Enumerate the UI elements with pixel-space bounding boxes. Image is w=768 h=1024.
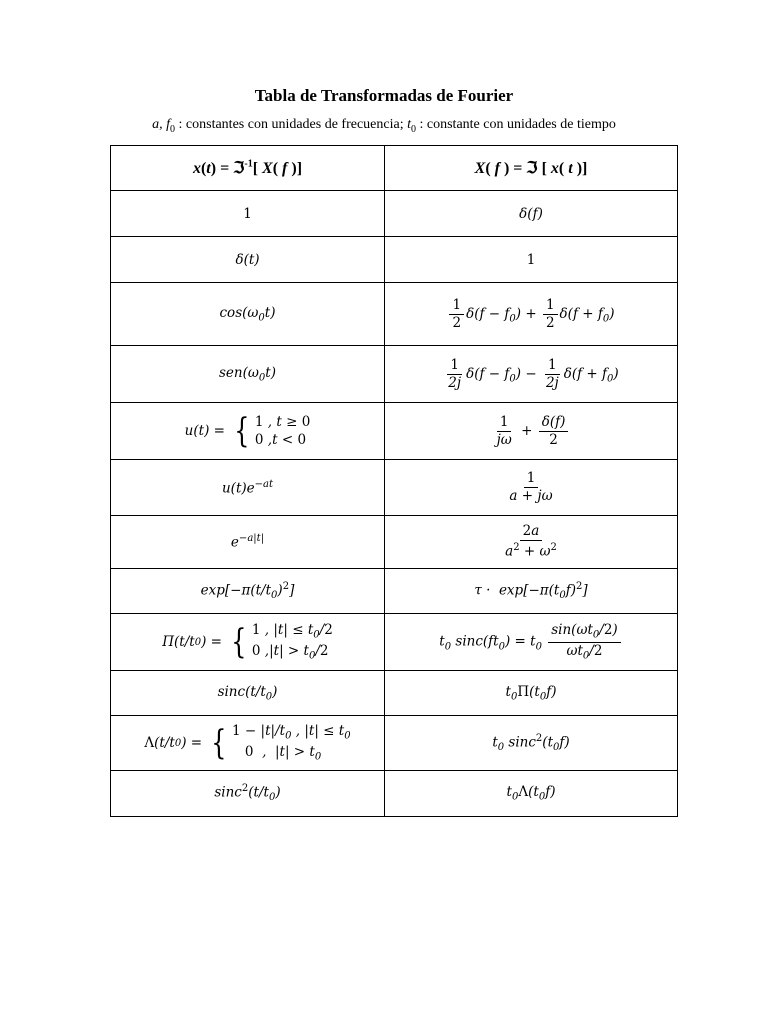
subtitle-freq-vars: a, f: [152, 117, 171, 132]
row1-time: 1: [111, 191, 385, 237]
row8-freq: $\tau \cdot \exp[-\pi(t_0f)^2]$: [385, 569, 678, 614]
row7-freq: $\frac{2a}{a^2 + \omega^2}$: [385, 516, 678, 569]
table-row: [111, 569, 678, 614]
row5-time: u ( t ) = { 1 , t ≥ 0 0 ,t < 0: [111, 403, 385, 460]
row7-time: $e^{-a|t|}$: [111, 516, 385, 569]
row1-freq: δ(f): [385, 191, 678, 237]
table-row: [111, 516, 678, 569]
row11-freq: $t_0$ $\sin c^2(t_0f)$: [385, 716, 678, 771]
subtitle-freq-sub: 0: [170, 123, 176, 135]
page-title: Tabla de Transformadas de Fourier: [254, 86, 514, 105]
page-subtitle: [0, 117, 768, 135]
subtitle-freq-text: : constantes con unidades de frecuencia;: [175, 117, 408, 132]
table-row: [111, 716, 678, 771]
table-row: [111, 346, 678, 403]
table-row: [111, 614, 678, 671]
subtitle-time-var: t: [407, 117, 411, 132]
row10-time: $\sin c(t/t_0)$: [111, 671, 385, 716]
header-freq-domain: X( f ) = ℑ [ x( t )]: [385, 146, 678, 191]
row3-time: $\cos(\omega_0t)$: [111, 283, 385, 346]
row4-time: $sen(\omega_0t)$: [111, 346, 385, 403]
row8-time: $\exp[-\pi(t/t_0)^2]$: [111, 569, 385, 614]
table-header-row: [111, 146, 678, 191]
row4-freq: $\frac{1}{2j}$ $\delta(f - f_0)$ − $\frac{1}{2j}$ $\delta(f + f_0)$: [385, 346, 678, 403]
subtitle-time-text: : constante con unidades de tiempo: [416, 117, 616, 132]
fourier-table: [110, 145, 678, 817]
row10-freq: $t_0\Pi(t_0f)$: [385, 671, 678, 716]
row12-time: $\sin c^2(t/t_0)$: [111, 771, 385, 817]
row6-freq: $\frac{1}{a + j\omega}$: [385, 460, 678, 516]
row9-freq: $t_0$ $\sin c(ft_0) = t_0$ $\frac{\sin(\omega t_0/2)}{\omega t_0/2}$: [385, 614, 678, 671]
table-row: [111, 191, 678, 237]
header-time-domain: x(t) = ℑ$^{-1}$[ X( f )]: [111, 146, 385, 191]
row5-freq: $\frac{1}{j\omega}$ + $\frac{\delta(f)}{2}$: [385, 403, 678, 460]
row6-time: $u(t)e^{-at}$: [111, 460, 385, 516]
row11-time: Λ ( t / t 0 ) = { $1 - |t|/t_0$ , $|t| \le t_0$ 0 , $|t| > t_0$: [111, 716, 385, 771]
row2-freq: 1: [385, 237, 678, 283]
subtitle-time-sub: 0: [411, 123, 416, 135]
table-row: [111, 671, 678, 716]
table-row: [111, 460, 678, 516]
row12-freq: $t_0\Lambda(t_0f)$: [385, 771, 678, 817]
table-row: [111, 403, 678, 460]
table-row: [111, 237, 678, 283]
table-row: [111, 771, 678, 817]
table-row: [111, 283, 678, 346]
row3-freq: $\frac{1}{2}$ $\delta(f - f_0)$ + $\frac{1}{2}$ $\delta(f + f_0)$: [385, 283, 678, 346]
row2-time: δ(t): [111, 237, 385, 283]
row9-time: Π( t / t 0 ) = { 1 , $|t| \le t_0/2$ 0 $,|t| > t_0/2$: [111, 614, 385, 671]
